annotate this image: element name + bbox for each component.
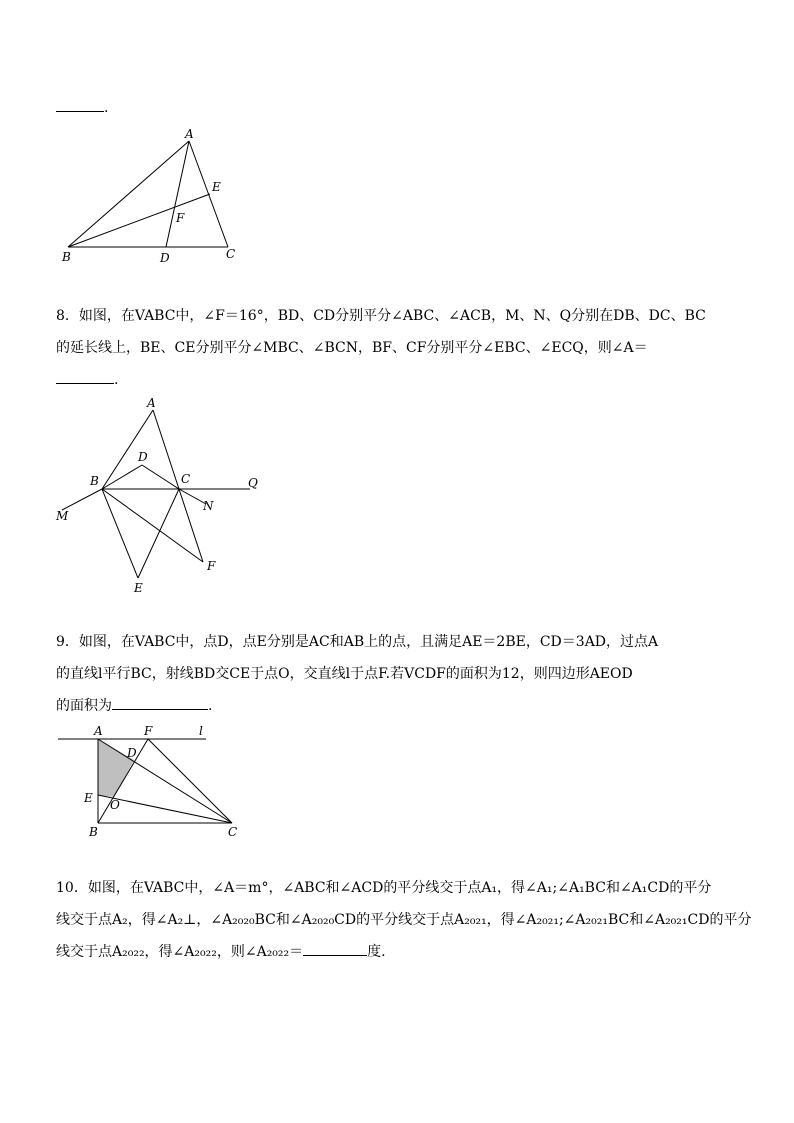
label-c: C [181, 472, 191, 486]
label-e: E [134, 581, 143, 595]
q10-line2: 线交于点A₂，得∠A₂⊥，∠A₂₀₂₀BC和∠A₂₀₂₀CD的平分线交于点A₂₀₂₁，得∠A₂₀₂₁;∠A₂₀₂₁BC和∠A₂₀₂₁CD的平分 [56, 912, 752, 928]
label-e: E [212, 180, 221, 194]
label-f: F [207, 559, 216, 573]
label-d: D [160, 251, 170, 265]
label-b: B [62, 250, 71, 264]
q8-line2: 的延长线上，BE、CE分别平分∠MBC、∠BCN，BF、CF分别平分∠EBC、∠ECQ，则∠A＝ [56, 340, 648, 356]
prev-answer-line: . [56, 98, 108, 118]
q10-line3: 线交于点A₂₀₂₂，得∠A₂₀₂₂，则∠A₂₀₂₂＝ 度. [56, 944, 386, 960]
q8-line3: . [56, 370, 118, 390]
answer-blank [303, 943, 367, 956]
label-m: M [56, 509, 69, 523]
q9-line3: 的面积为 . [56, 698, 213, 714]
label-d: D [127, 746, 137, 760]
label-c: C [228, 825, 238, 839]
label-e: E [84, 791, 93, 805]
label-f: F [176, 211, 185, 225]
label-a: A [94, 724, 103, 738]
q9-line1: 9．如图，在VABC中，点D，点E分别是AC和AB上的点，且满足AE＝2BE，CD＝3AD，过点A [56, 634, 659, 650]
label-l: l [199, 724, 203, 738]
label-a: A [147, 396, 156, 410]
label-a: A [185, 127, 194, 141]
q8-line1: 8．如图，在VABC中，∠F＝16°，BD、CD分别平分∠ABC、∠ACB，M、N、Q分别在DB、DC、BC [56, 308, 706, 324]
label-d: D [138, 450, 148, 464]
q10-line1: 10．如图，在VABC中，∠A＝m°，∠ABC和∠ACD的平分线交于点A₁，得∠A₁;∠A₁BC和∠A₁CD的平分 [56, 880, 712, 896]
label-n: N [203, 499, 214, 513]
q9-line2: 的直线l平行BC，射线BD交CE于点O，交直线l于点F.若VCDF的面积为12，则四边形AEOD [56, 666, 633, 682]
label-b: B [89, 825, 98, 839]
label-c: C [226, 247, 236, 261]
label-f: F [144, 724, 153, 738]
label-q: Q [248, 476, 258, 490]
label-o: O [110, 798, 120, 812]
label-b: B [90, 474, 99, 488]
